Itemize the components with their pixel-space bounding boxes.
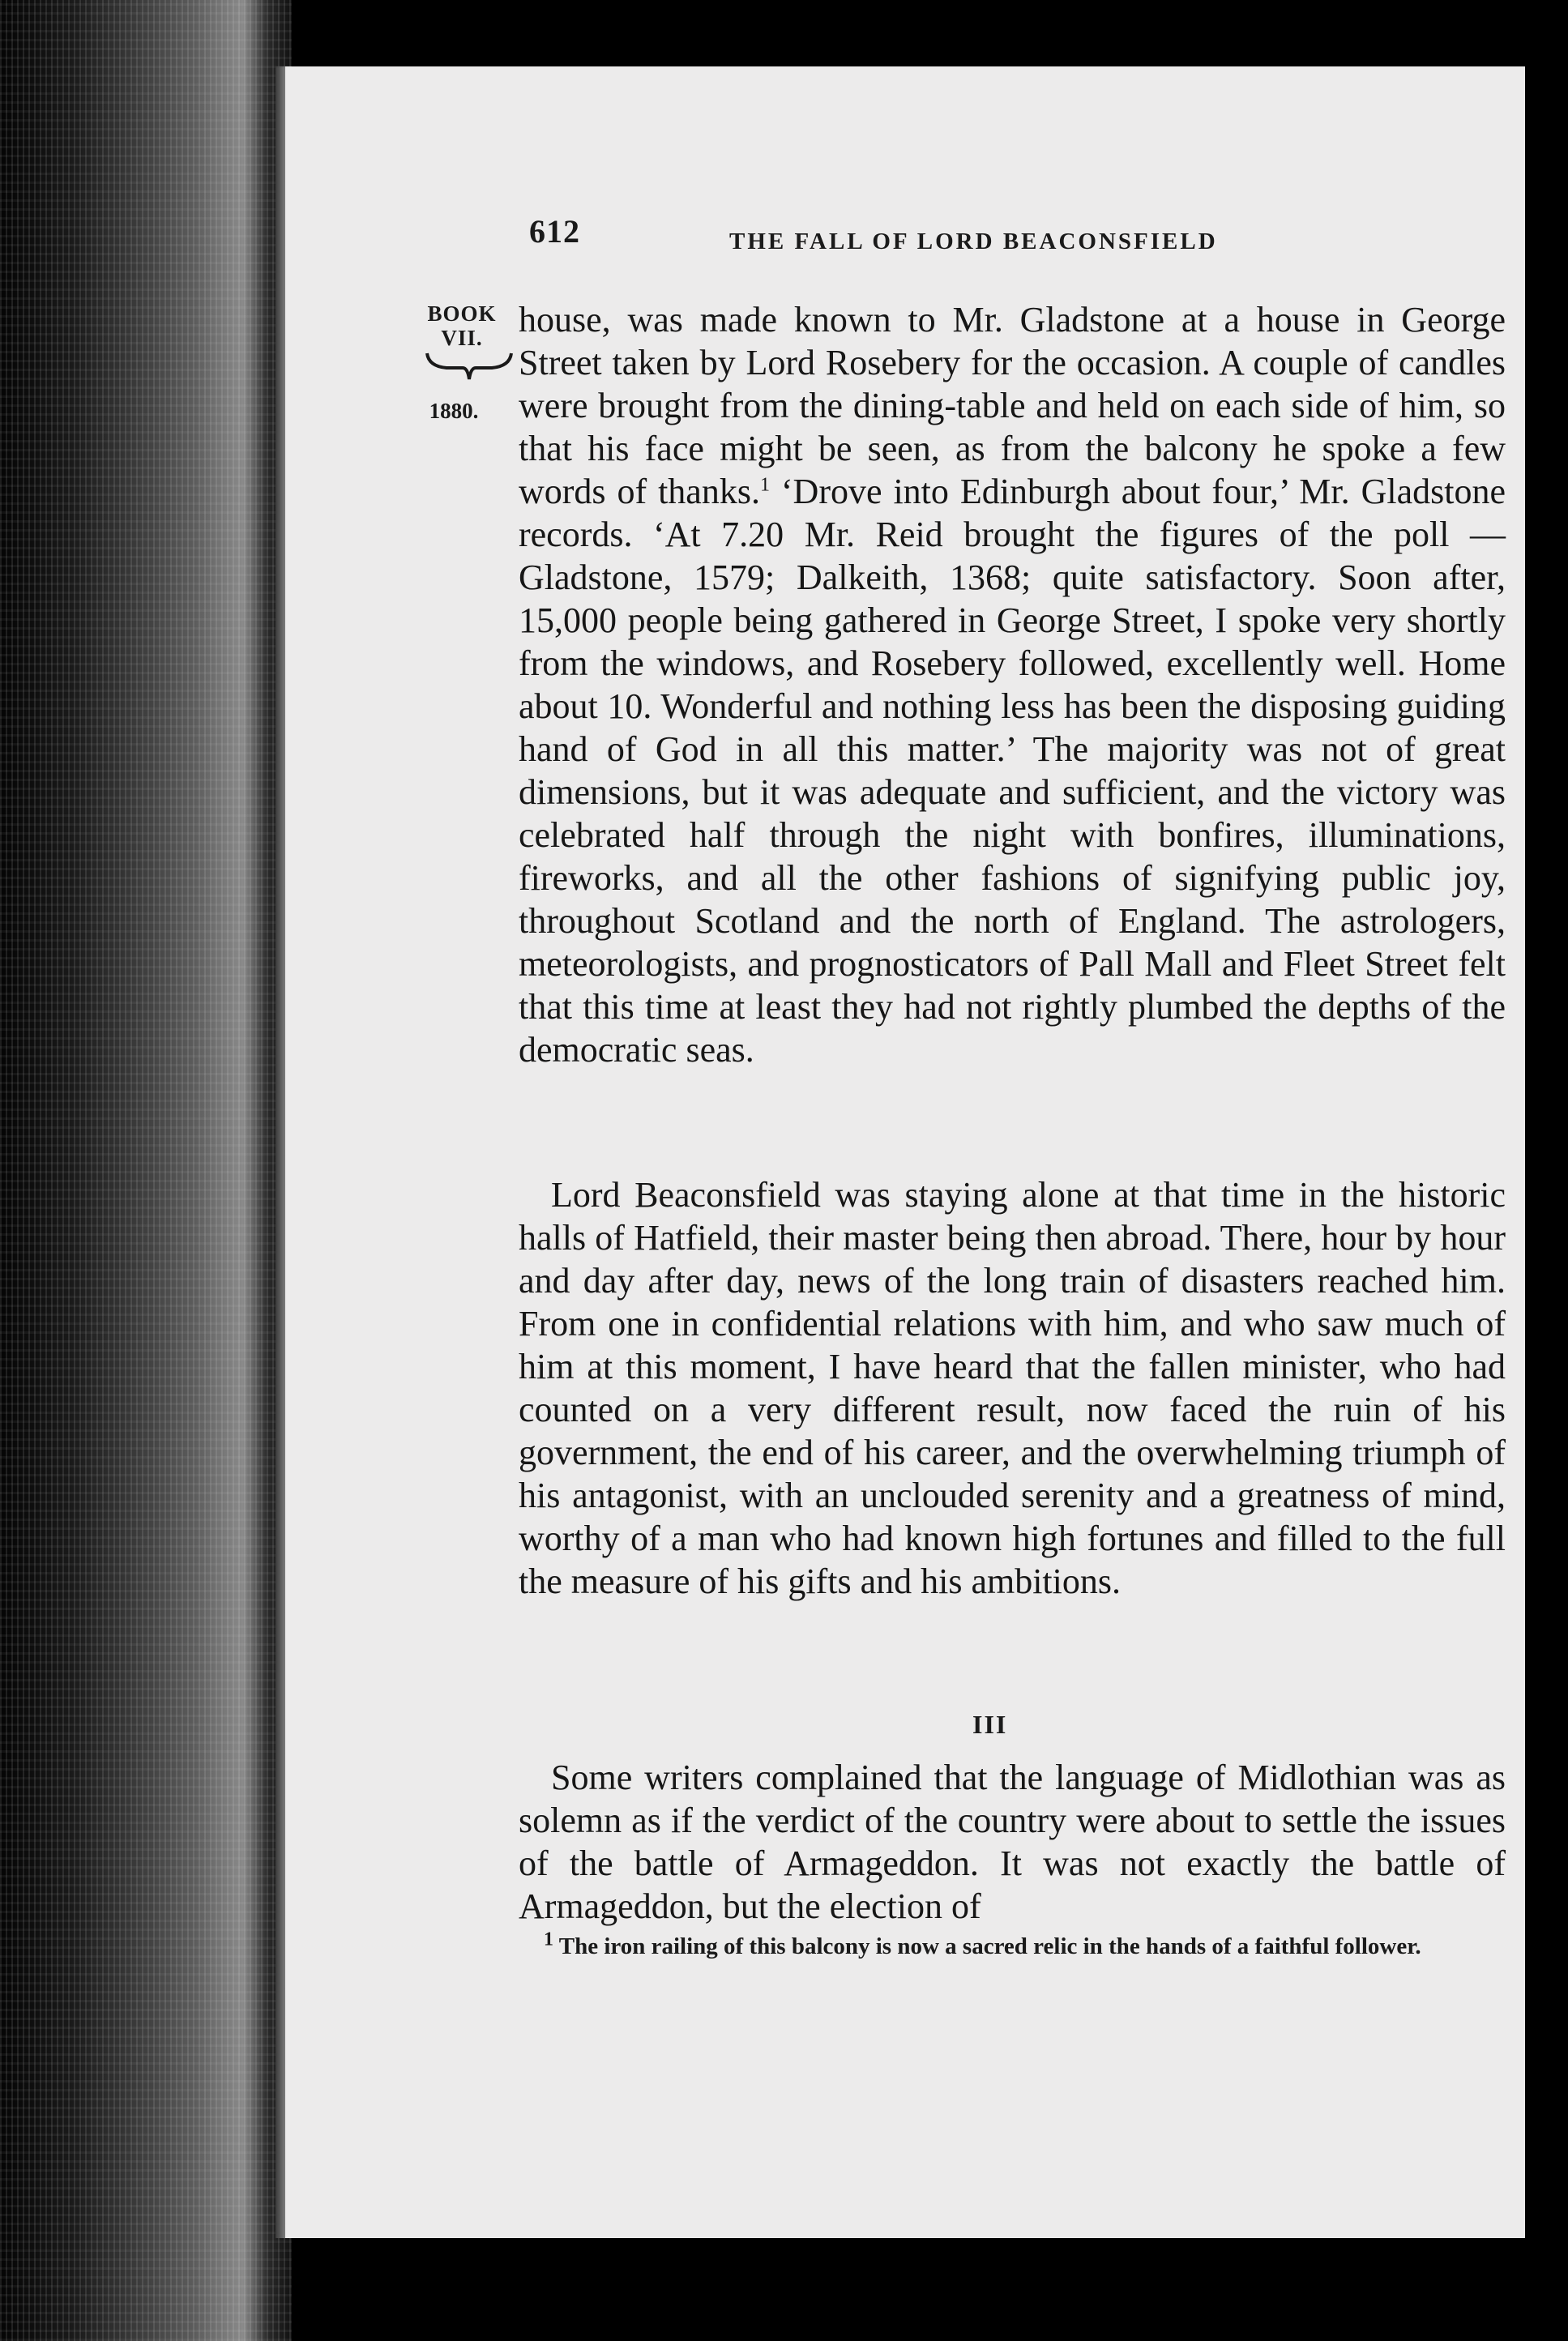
footnote-text: The iron railing of this balcony is now a sacred relic in the hands of a faithful follower.	[558, 1933, 1421, 1959]
paragraph-2: Lord Beaconsfield was staying alone at that time in the historic halls of Hatfield, their master being then abroad. There, hour by hour and day after day, news of the long train of disasters reached him. From one in confidential relations with him, and who saw much of him at this moment, I have heard that the fallen minister, who had counted on a very different result, now faced the ruin of his government, the end of his career, and the overwhelming triumph of his antagonist, with an unclouded serenity and a greatness of mind, worthy of a man who had known high fortunes and filled to the full the measure of his gifts and his ambitions.	[519, 1175, 1506, 1601]
footnote-reference: 1	[759, 474, 770, 496]
book-label: BOOK	[427, 301, 497, 326]
paragraph-1-continuation: ‘Drove into Edinburgh about four,’ Mr. Gladstone records. ‘At 7.20 Mr. Reid brought the figures of the poll — Gladstone, 1579; Dalkeith, 1368; quite satisfactory. Soon after, 15,000 people being gathered in George Street, I spoke very shortly from the windows, and Rosebery followed, excellently well. Home about 10. Wonderful and nothing less has been the disposing guiding hand of God in all this matter.’ The majority was not of great dimensions, but it was adequate and sufficient, and the victory was celebrated half through the night with bonfires, illuminations, fireworks, and all the other fashions of signifying public joy, throughout Scotland and the north of England. The astrologers, meteorologists, and prognosticators of Pall Mall and Fleet Street felt that this time at least they had not rightly plumbed the depths of the democratic seas.	[519, 472, 1506, 1070]
page-number: 612	[529, 213, 580, 250]
paragraph-1-text: house, was made known to Mr. Gladstone at a house in George Street taken by Lord Rosebery for the occasion. A couple of candles were brought from the dining-table and held on each side of him, so that his face might be seen, as from the balcony he spoke a few words of thanks.	[519, 300, 1506, 511]
margin-year: 1880.	[429, 399, 479, 423]
paragraph-3: Some writers complained that the language of Midlothian was as solemn as if the verdict of the country were about to settle the issues of the battle of Armageddon. It was not exactly the battle of Armageddon, but the election of	[519, 1758, 1506, 1926]
brace-mark	[424, 350, 515, 384]
footnote-mark: 1	[544, 1929, 553, 1950]
footnote	[506, 1929, 1503, 1959]
paragraph-1	[519, 298, 1506, 1071]
book-binding-gutter	[0, 0, 292, 2341]
book-number: VII.	[441, 326, 483, 350]
margin-book-label	[421, 301, 502, 350]
section-number: III	[972, 1710, 1008, 1739]
running-title: THE FALL OF LORD BEACONSFIELD	[729, 229, 1218, 254]
